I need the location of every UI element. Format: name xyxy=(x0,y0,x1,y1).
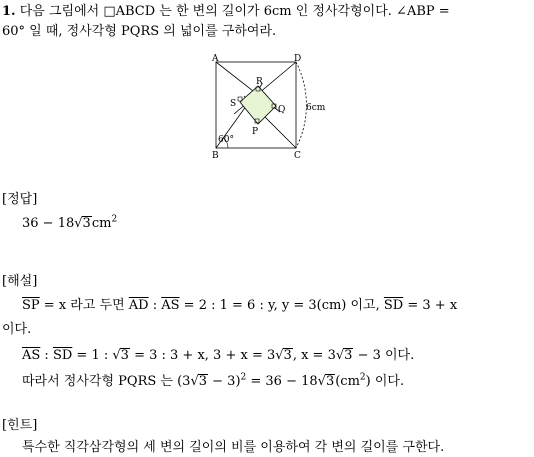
solution-line-3 xyxy=(22,348,414,364)
sol-text: (cm xyxy=(335,374,360,389)
hint-text: 특수한 직각삼각형의 세 변의 길이의 비를 이용하여 각 변의 길이를 구한다. xyxy=(22,440,445,455)
radicand: 3 xyxy=(283,348,292,363)
solution-line-1 xyxy=(22,298,457,314)
sqrt-sign: √ xyxy=(335,348,345,363)
sol-text: , x = 3 xyxy=(292,348,336,363)
sol-text: = 3 + x xyxy=(403,298,458,313)
sqrt-sign: √ xyxy=(74,216,83,231)
answer-header: [정답] xyxy=(2,192,38,207)
label-angle: 60° xyxy=(218,135,234,145)
arc-dc xyxy=(296,62,306,148)
sol-text: = 36 − 18 xyxy=(246,374,318,389)
seg-ad: $\overline{AD}$ xyxy=(128,298,149,313)
sol-text: 따라서 정사각형 PQRS 는 (3 xyxy=(22,374,191,389)
sol-text: : xyxy=(148,298,162,313)
label-d: D xyxy=(294,54,302,64)
label-p: P xyxy=(252,127,259,137)
sol-text: = x 라고 두면 xyxy=(39,298,129,313)
square-pqrs xyxy=(240,86,276,124)
seg-as: $\overline{AS}$ xyxy=(161,298,180,313)
hint-header: [힌트] xyxy=(2,418,38,433)
seg-sp: $\overline{SP}$ xyxy=(22,298,40,313)
label-c: C xyxy=(294,151,301,161)
sol-text: = 2 : 1 = 6 : y, y = 3(cm) 이고, xyxy=(179,298,384,313)
problem-number: 1. xyxy=(2,4,16,19)
radicand: 3 xyxy=(120,348,129,363)
answer-prefix: 36 − 18 xyxy=(22,216,75,231)
label-b: B xyxy=(212,151,219,161)
answer-radicand: 3 xyxy=(82,216,91,231)
radicand: 3 xyxy=(344,348,353,363)
exponent: 2 xyxy=(359,372,366,383)
solution-line-4 xyxy=(22,374,404,390)
sqrt-sign: √ xyxy=(317,374,326,389)
sol-text: = 3 : 3 + x, 3 + x = 3 xyxy=(129,348,276,363)
sqrt-sign: √ xyxy=(275,348,284,363)
answer-suffix: cm xyxy=(91,216,112,231)
label-q: Q xyxy=(278,105,286,115)
label-r: R xyxy=(256,77,263,87)
problem-line-2: 60° 일 때, 정사각형 PQRS 의 넓이를 구하여라. xyxy=(2,24,277,39)
sol-text: ) 이다. xyxy=(365,374,405,389)
solution-header: [해설] xyxy=(2,274,38,289)
sol-text: − 3 이다. xyxy=(353,348,415,363)
radicand: 3 xyxy=(325,374,335,389)
seg-as-2: $\overline{AS}$ xyxy=(22,348,41,363)
answer-exponent: 2 xyxy=(111,214,118,225)
label-a: A xyxy=(212,54,219,64)
sol-text: − 3) xyxy=(208,374,241,389)
sqrt-sign: √ xyxy=(112,348,121,363)
answer-value xyxy=(22,216,117,232)
sqrt-sign: √ xyxy=(190,374,199,389)
exponent: 2 xyxy=(240,372,247,383)
solution-line-2: 이다. xyxy=(2,322,32,337)
label-side: 6cm xyxy=(306,103,326,113)
problem-text-1: 다음 그림에서 □ABCD 는 한 변의 길이가 6cm 인 정사각형이다. ∠ABP = xyxy=(19,4,450,19)
geometry-figure xyxy=(200,52,340,164)
seg-sd: $\overline{SD}$ xyxy=(383,298,404,313)
sol-text: = 1 : xyxy=(72,348,113,363)
radicand: 3 xyxy=(198,374,208,389)
seg-sd-2: $\overline{SD}$ xyxy=(52,348,73,363)
problem-line-1 xyxy=(2,4,450,20)
sol-text: : xyxy=(40,348,53,363)
label-s: S xyxy=(230,99,237,109)
